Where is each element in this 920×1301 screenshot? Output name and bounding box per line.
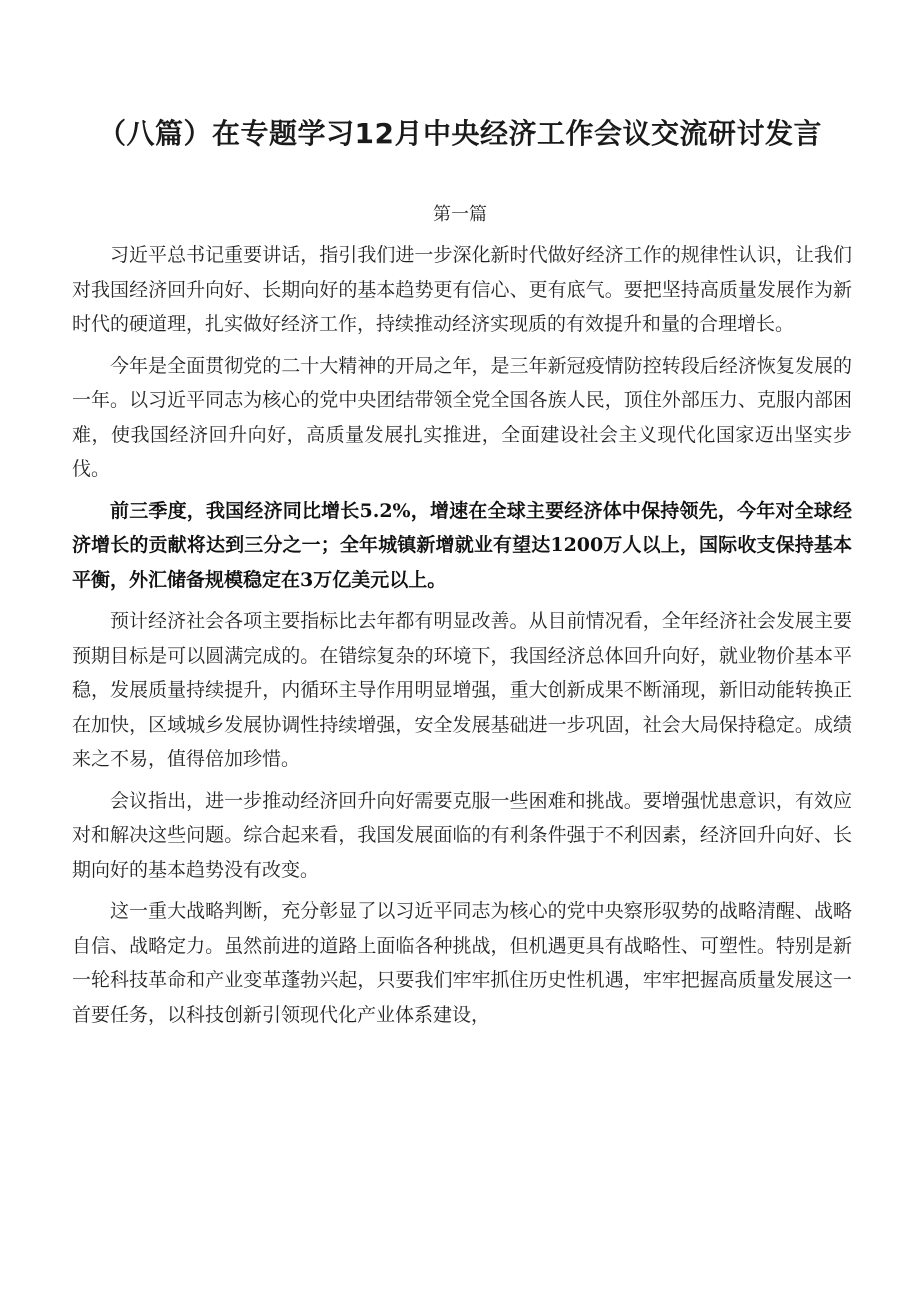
paragraph: 会议指出，进一步推动经济回升向好需要克服一些困难和挑战。要增强忧患意识，有效应对和解决这些问题。综合起来看，我国发展面临的有利条件强于不利因素，经济回升向好、长期向好的基本趋势没有改变。 [72,789,852,881]
paragraph: 这一重大战略判断，充分彰显了以习近平同志为核心的党中央察形驭势的战略清醒、战略自信、战略定力。虽然前进的道路上面临各种挑战，但机遇更具有战略性、可塑性。特别是新一轮科技革命和产业变革蓬勃兴起，只要我们牢牢抓住历史性机遇，牢牢把握高质量发展这一首要任务，以科技创新引领现代化产业体系建设， [72,900,852,1026]
document-title: （八篇）在专题学习12月中央经济工作会议交流研讨发言 [98,117,822,150]
document-body [72,238,852,1039]
paragraph: 预计经济社会各项主要指标比去年都有明显改善。从目前情况看，全年经济社会发展主要预期目标是可以圆满完成的。在错综复杂的环境下，我国经济总体回升向好，就业物价基本平稳，发展质量持续提升，内循环主导作用明显增强，重大创新成果不断涌现，新旧动能转换正在加快，区域城乡发展协调性持续增强，安全发展基础进一步巩固，社会大局保持稳定。成绩来之不易，值得倍加珍惜。 [72,610,852,770]
paragraph: 习近平总书记重要讲话，指引我们进一步深化新时代做好经济工作的规律性认识，让我们对我国经济回升向好、长期向好的基本趋势更有信心、更有底气。要把坚持高质量发展作为新时代的硬道理，扎实做好经济工作，持续推动经济实现质的有效提升和量的合理增长。 [72,244,852,335]
paragraph: 今年是全面贯彻党的二十大精神的开局之年，是三年新冠疫情防控转段后经济恢复发展的一年。以习近平同志为核心的党中央团结带领全党全国各族人民，顶住外部压力、克服内部困难，使我国经济回升向好，高质量发展扎实推进，全面建设社会主义现代化国家迈出坚实步伐。 [72,354,852,480]
section-heading: 第一篇 [433,204,487,225]
paragraph-bold: 前三季度，我国经济同比增长5.2%，增速在全球主要经济体中保持领先，今年对全球经济增长的贡献将达到三分之一；全年城镇新增就业有望达1200万人以上，国际收支保持基本平衡，外汇储备规模稳定在3万亿美元以上。 [72,499,852,591]
